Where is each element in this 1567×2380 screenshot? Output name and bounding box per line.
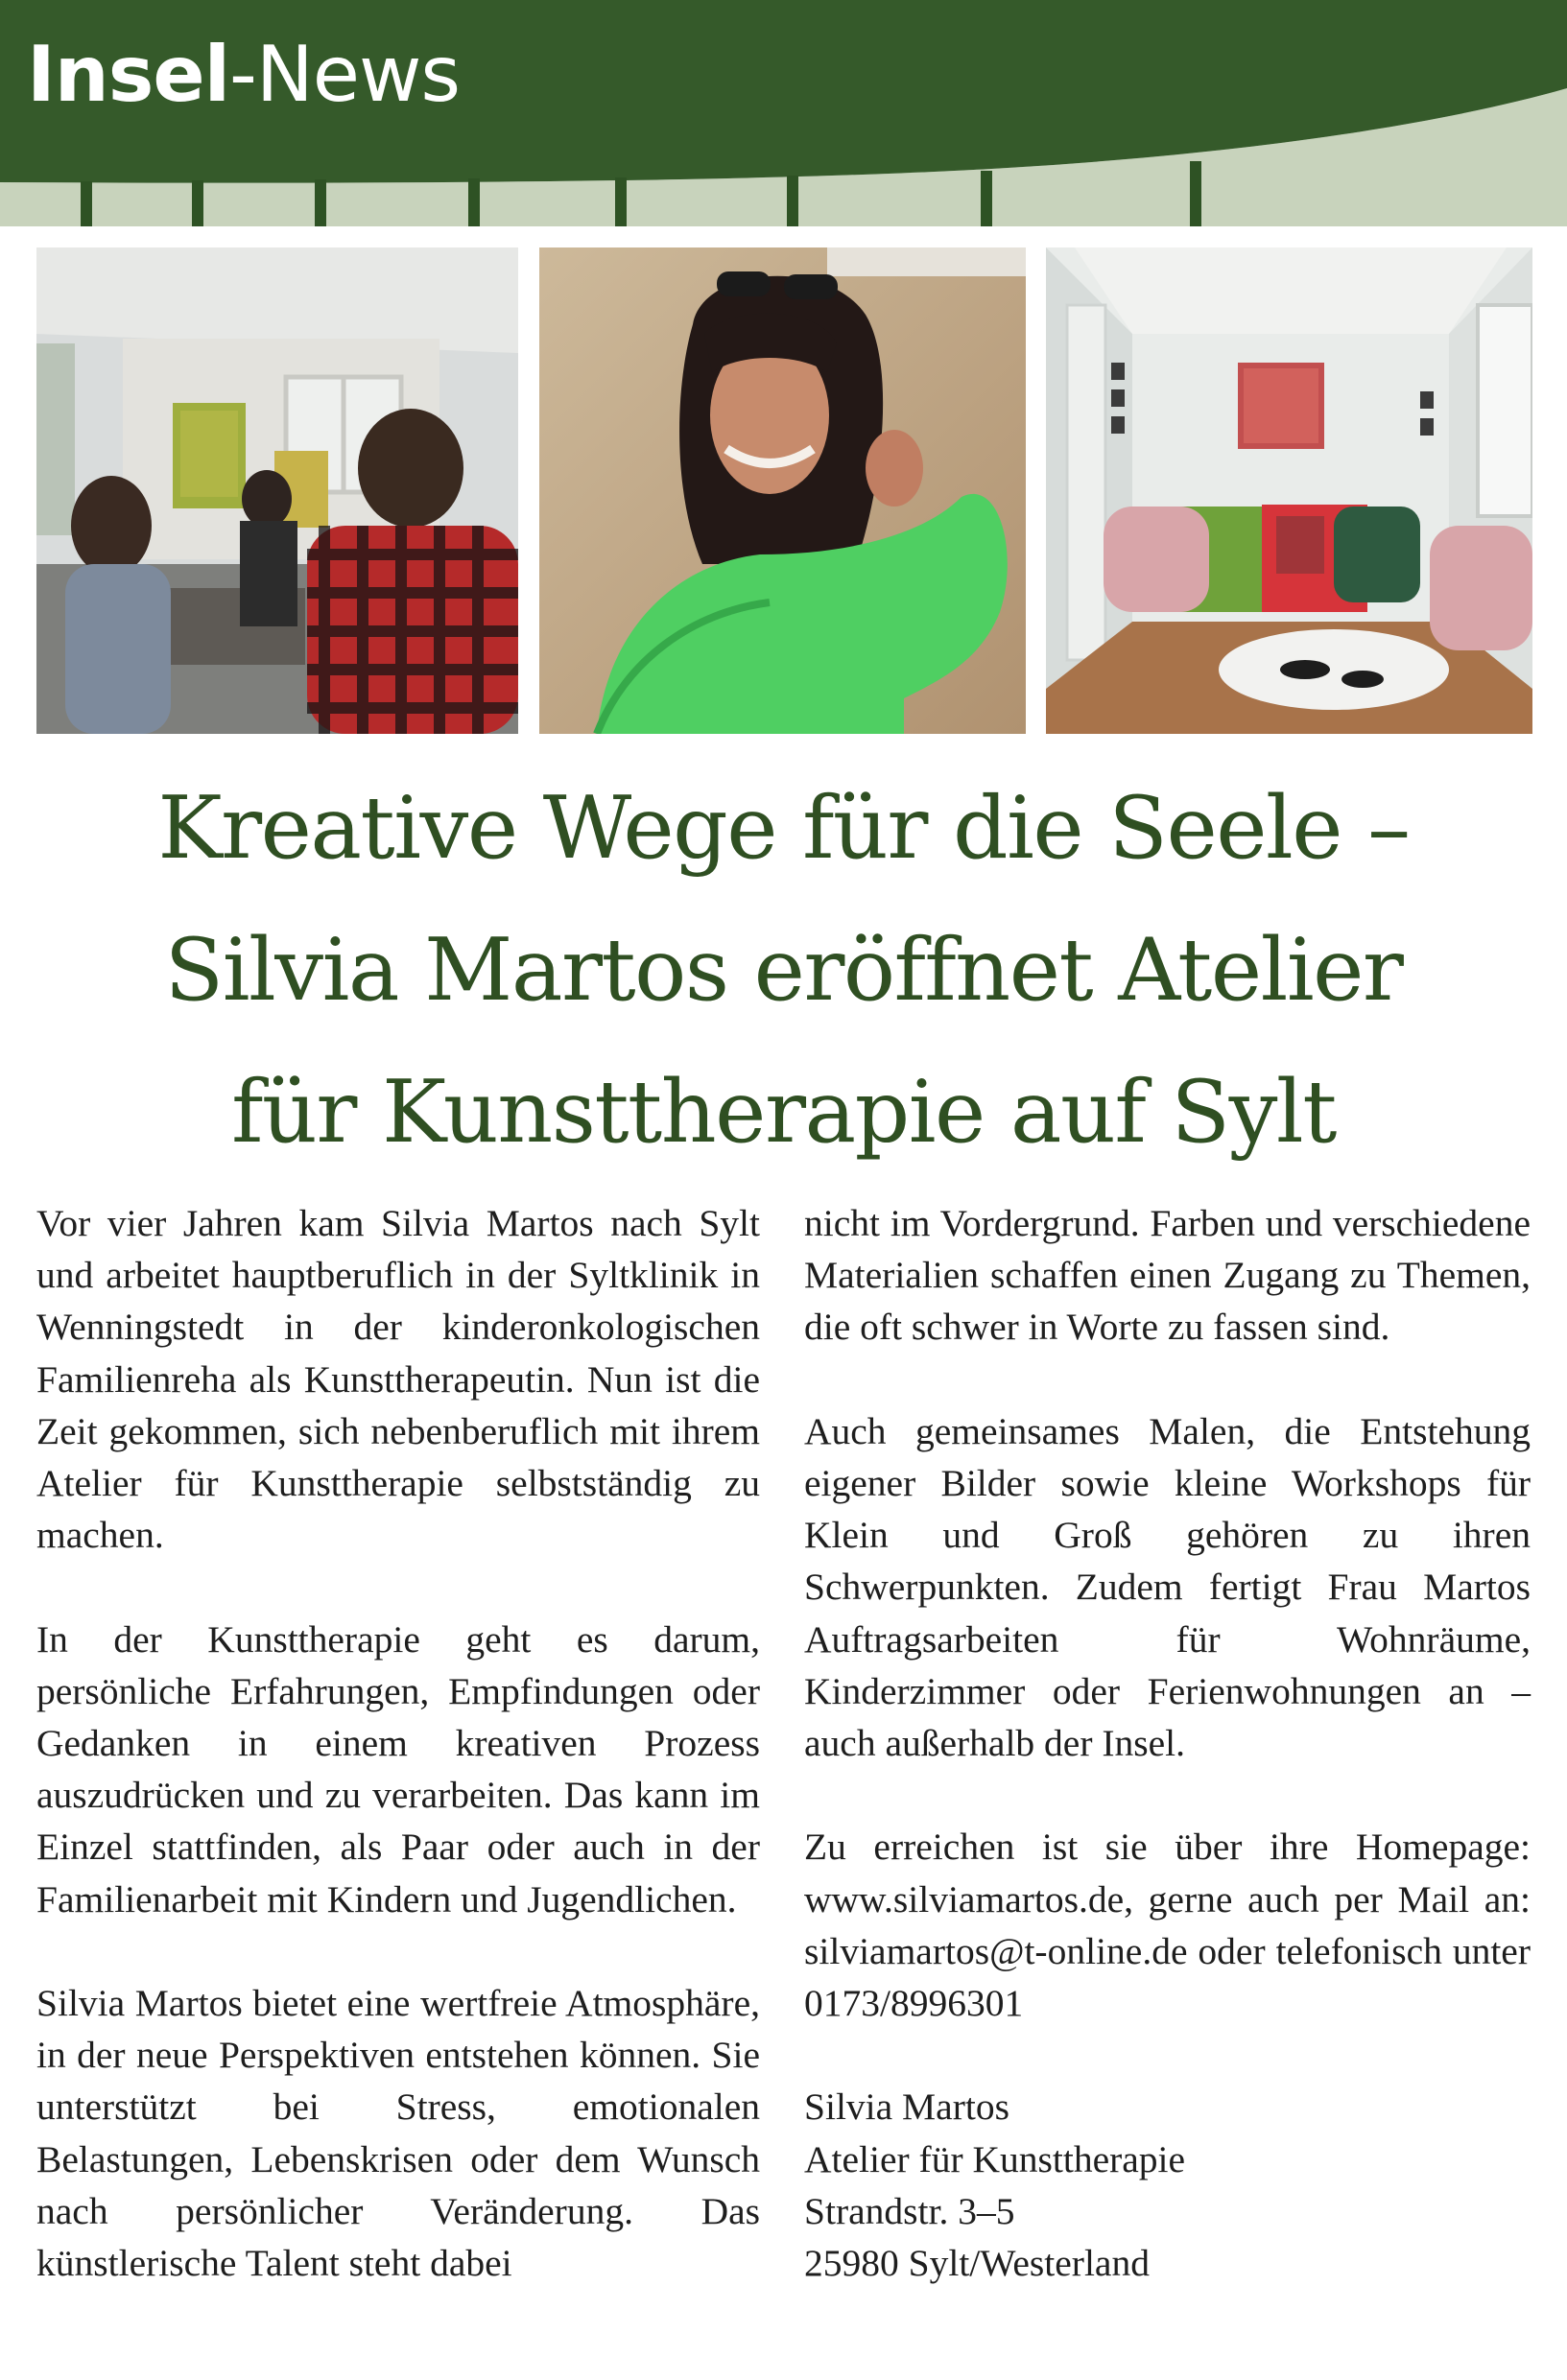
brand-bold: Insel: [27, 30, 230, 119]
atelier-workshop-photo: [36, 247, 518, 734]
article-headline: [19, 758, 1548, 1184]
contact-address: [804, 2081, 1531, 2289]
silvia-martos-portrait-photo: [539, 247, 1026, 734]
atelier-room-photo: [1046, 247, 1532, 734]
article-paragraph-3-continued: nicht im Vordergrund. Farben und verschiedene Materialien schaffen einen Zugang zu Themen, die oft schwer in Worte zu fassen sind.: [804, 1202, 1531, 1349]
headline-line-1: Kreative Wege für die Seele –: [157, 778, 1410, 879]
address-business: Atelier für Kunsttherapie: [804, 2137, 1186, 2180]
article-column-left: [36, 1197, 760, 2289]
article-paragraph-2: In der Kunsttherapie geht es darum, persönliche Erfahrungen, Empfindungen oder Gedanken in einem kreativen Prozess auszudrücken und zu verarbeiten. Das kann im Einzel stattfinden, als Paar oder auch in der Familienarbeit mit Kindern und Jugendlichen.: [36, 1617, 760, 1920]
article-paragraph-4: Auch gemeinsames Malen, die Entstehung eigener Bilder sowie kleine Workshops für Klein und Groß gehören zu ihren Schwerpunkten. Zudem fertigt Frau Martos Auftragsarbeiten für Wohnräume, Kinderzimmer oder Ferienwohnungen an – auch außerhalb der Insel.: [804, 1409, 1531, 1765]
address-street: Strandstr. 3–5: [804, 2189, 1015, 2232]
headline-line-3: für Kunsttherapie auf Sylt: [231, 1062, 1336, 1163]
brand-logo: [27, 30, 461, 119]
page-header: [0, 0, 1567, 228]
article-paragraph-3: Silvia Martos bietet eine wertfreie Atmosphäre, in der neue Perspektiven entstehen können. Sie unterstützt bei Stress, emotionalen Belastungen, Lebenskrisen oder dem Wunsch nach persönlicher Veränderung. Das künstlerische Talent steht dabei: [36, 1982, 760, 2285]
article-column-right: [804, 1197, 1531, 2289]
address-name: Silvia Martos: [804, 2085, 1009, 2129]
article-paragraph-5: Zu erreichen ist sie über ihre Homepage: www.silviamartos.de, gerne auch per Mail an: silviamartos@t-online.de oder telefonisch unter 0173/8996301: [804, 1826, 1531, 2025]
brand-light: -News: [229, 30, 461, 119]
headline-line-2: Silvia Martos eröffnet Atelier: [164, 920, 1403, 1021]
article-paragraph-1: Vor vier Jahren kam Silvia Martos nach Sylt und arbeitet hauptberuflich in der Syltklinik in Wenningstedt in der kinderonkologischen Familienreha als Kunsttherapeutin. Nun ist die Zeit gekommen, sich nebenberuflich mit ihrem Atelier für Kunsttherapie selbstständig zu machen.: [36, 1202, 760, 1557]
address-city: 25980 Sylt/Westerland: [804, 2242, 1150, 2285]
